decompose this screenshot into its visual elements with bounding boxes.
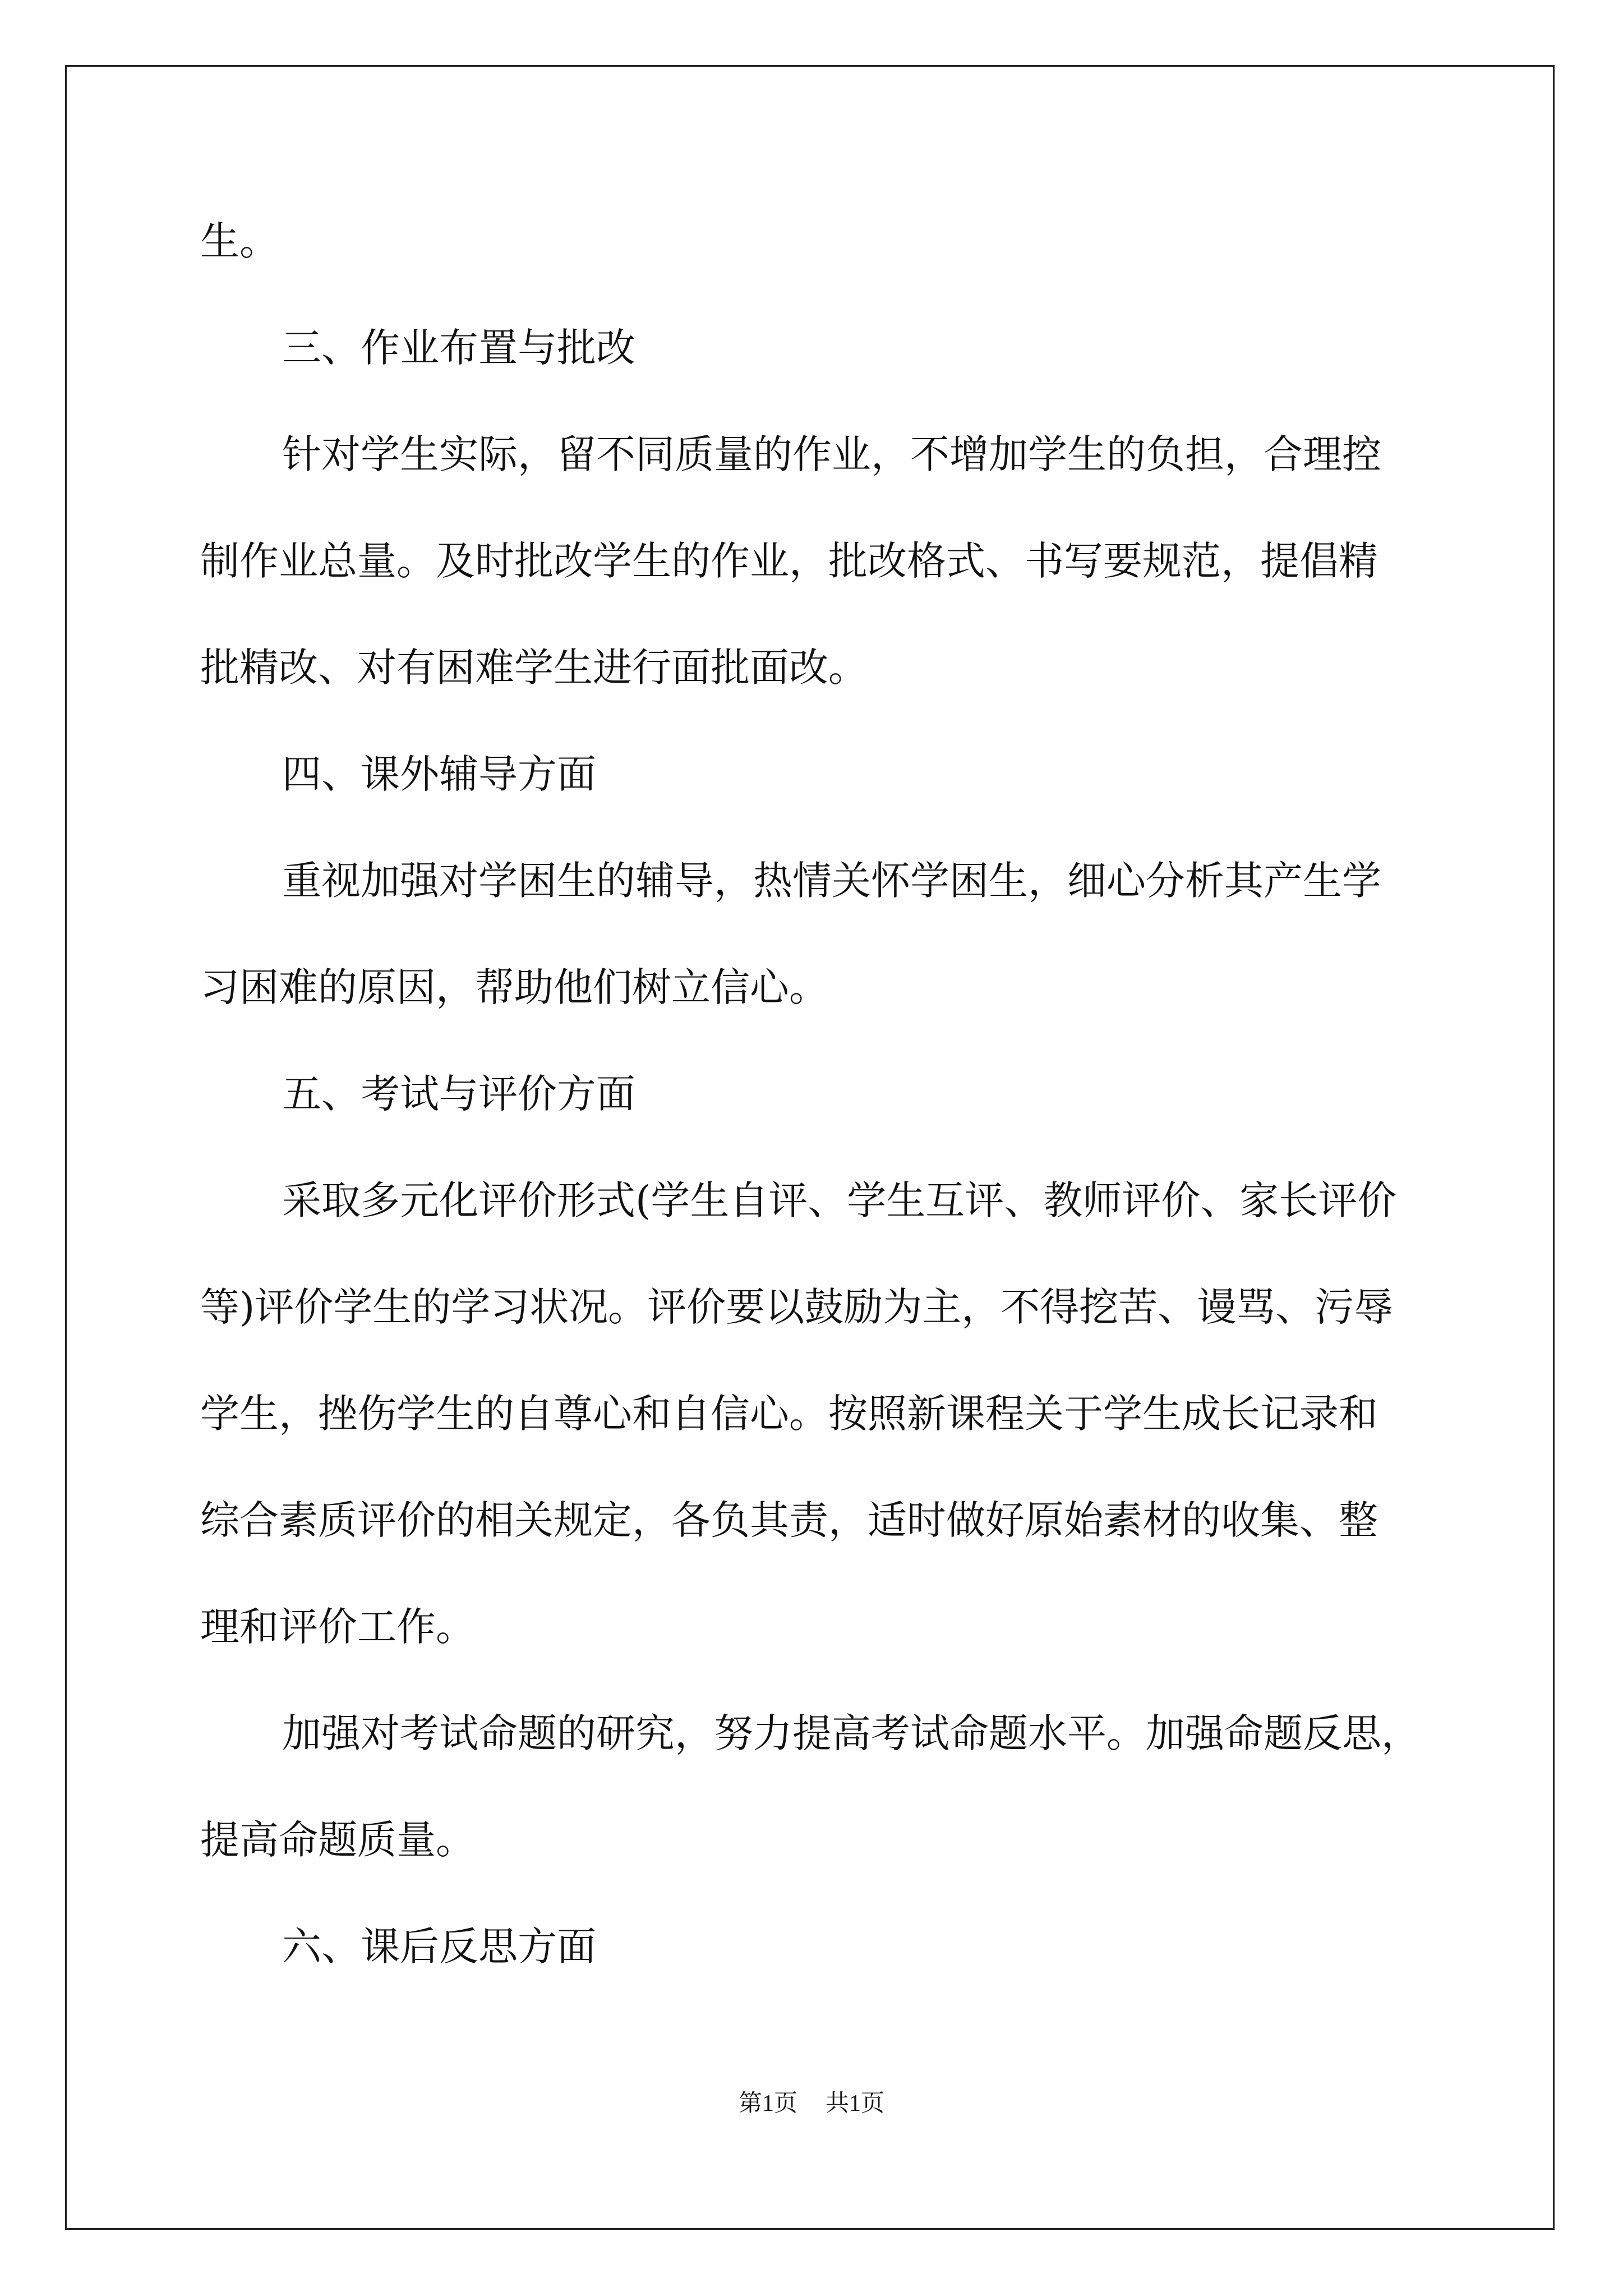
text-line: 采取多元化评价形式(学生自评、学生互评、教师评价、家长评价 [282, 1177, 1397, 1223]
text-line: 加强对考试命题的研究，努力提高考试命题水平。加强命题反思， [282, 1710, 1421, 1756]
text-line: 生。 [200, 218, 279, 264]
text-line: 综合素质评价的相关规定，各负其责，适时做好原始素材的收集、整 [200, 1497, 1378, 1543]
text-line: 习困难的原因，帮助他们树立信心。 [200, 964, 828, 1010]
section-heading: 六、课后反思方面 [282, 1924, 596, 1970]
section-heading: 五、考试与评价方面 [282, 1071, 635, 1117]
text-line: 提高命题质量。 [200, 1817, 475, 1863]
text-line: 学生，挫伤学生的自尊心和自信心。按照新课程关于学生成长记录和 [200, 1391, 1378, 1437]
text-line: 针对学生实际，留不同质量的作业，不增加学生的负担，合理控 [282, 431, 1381, 477]
section-heading: 三、作业布置与批改 [282, 325, 635, 371]
text-line: 制作业总量。及时批改学生的作业，批改格式、书写要规范，提倡精 [200, 538, 1378, 584]
section-heading: 四、课外辅导方面 [282, 751, 596, 797]
text-line: 批精改、对有困难学生进行面批面改。 [200, 645, 868, 691]
page-footer [0, 2087, 1623, 2120]
page-number-current: 第1页 [738, 2091, 797, 2116]
page-border [65, 65, 1555, 2230]
text-line: 理和评价工作。 [200, 1604, 475, 1650]
text-line: 等)评价学生的学习状况。评价要以鼓励为主，不得挖苦、谩骂、污辱 [200, 1284, 1394, 1330]
page-number-total: 共1页 [826, 2091, 885, 2116]
text-line: 重视加强对学困生的辅导，热情关怀学困生，细心分析其产生学 [282, 858, 1381, 904]
